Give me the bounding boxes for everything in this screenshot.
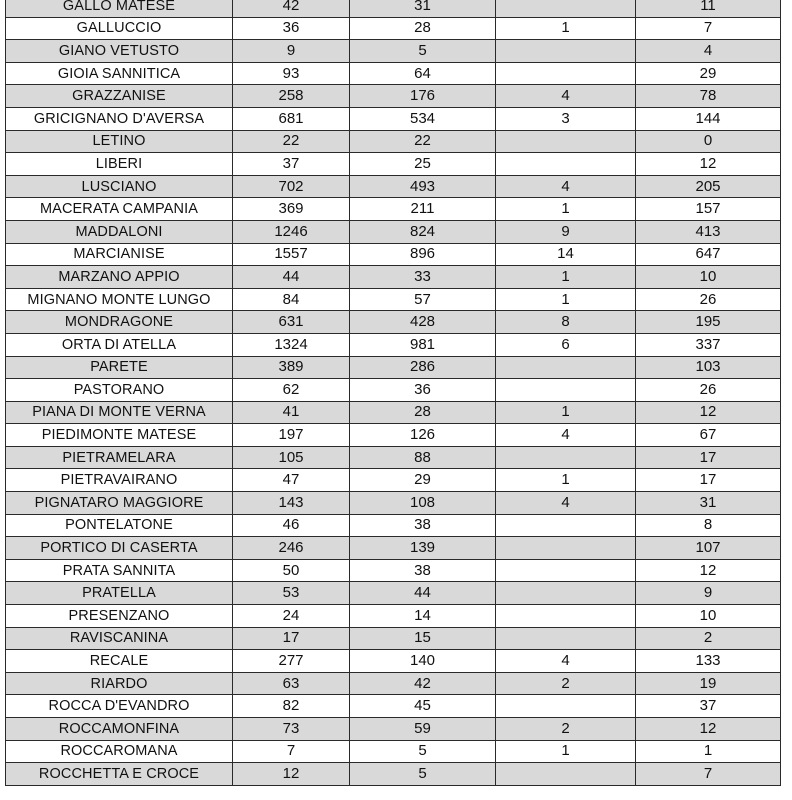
- value-cell-3: [496, 514, 636, 537]
- value-cell-1: 1246: [233, 220, 350, 243]
- value-cell-2: 38: [350, 559, 496, 582]
- value-cell-3: 8: [496, 311, 636, 334]
- value-cell-4: 17: [636, 446, 781, 469]
- value-cell-4: 107: [636, 537, 781, 560]
- value-cell-1: 681: [233, 107, 350, 130]
- comune-cell: ORTA DI ATELLA: [6, 333, 233, 356]
- value-cell-2: 5: [350, 740, 496, 763]
- value-cell-2: 139: [350, 537, 496, 560]
- value-cell-2: 59: [350, 718, 496, 741]
- value-cell-2: 14: [350, 605, 496, 628]
- table-row: [6, 582, 781, 605]
- table-row: [6, 130, 781, 153]
- value-cell-4: 2: [636, 627, 781, 650]
- value-cell-1: 42: [233, 0, 350, 17]
- value-cell-4: 413: [636, 220, 781, 243]
- value-cell-1: 37: [233, 153, 350, 176]
- value-cell-4: 157: [636, 198, 781, 221]
- value-cell-1: 369: [233, 198, 350, 221]
- value-cell-2: 42: [350, 672, 496, 695]
- value-cell-2: 45: [350, 695, 496, 718]
- comuni-data-table: [5, 0, 781, 786]
- table-row: [6, 175, 781, 198]
- table-row: [6, 492, 781, 515]
- value-cell-3: [496, 763, 636, 786]
- value-cell-1: 12: [233, 763, 350, 786]
- table-row: [6, 0, 781, 17]
- value-cell-2: 38: [350, 514, 496, 537]
- value-cell-1: 73: [233, 718, 350, 741]
- value-cell-1: 7: [233, 740, 350, 763]
- value-cell-4: 0: [636, 130, 781, 153]
- comune-cell: GRAZZANISE: [6, 85, 233, 108]
- value-cell-4: 205: [636, 175, 781, 198]
- table-row: [6, 605, 781, 628]
- value-cell-3: 1: [496, 17, 636, 40]
- value-cell-3: [496, 627, 636, 650]
- value-cell-4: 647: [636, 243, 781, 266]
- value-cell-1: 47: [233, 469, 350, 492]
- table-row: [6, 424, 781, 447]
- table-row: [6, 198, 781, 221]
- value-cell-4: 26: [636, 379, 781, 402]
- value-cell-4: 31: [636, 492, 781, 515]
- comune-cell: MARCIANISE: [6, 243, 233, 266]
- table-row: [6, 243, 781, 266]
- value-cell-1: 143: [233, 492, 350, 515]
- value-cell-3: 2: [496, 718, 636, 741]
- value-cell-4: 17: [636, 469, 781, 492]
- value-cell-3: 4: [496, 492, 636, 515]
- value-cell-3: [496, 695, 636, 718]
- value-cell-3: 1: [496, 288, 636, 311]
- table-row: [6, 220, 781, 243]
- value-cell-3: 1: [496, 401, 636, 424]
- table-row: [6, 740, 781, 763]
- value-cell-2: 44: [350, 582, 496, 605]
- value-cell-3: [496, 0, 636, 17]
- value-cell-3: [496, 62, 636, 85]
- comune-cell: PRESENZANO: [6, 605, 233, 628]
- table-row: [6, 107, 781, 130]
- comune-cell: PORTICO DI CASERTA: [6, 537, 233, 560]
- comune-cell: GIANO VETUSTO: [6, 40, 233, 63]
- table-row: [6, 559, 781, 582]
- value-cell-3: 1: [496, 266, 636, 289]
- value-cell-4: 103: [636, 356, 781, 379]
- table-body: [6, 0, 781, 785]
- value-cell-1: 9: [233, 40, 350, 63]
- value-cell-1: 36: [233, 17, 350, 40]
- comune-cell: MARZANO APPIO: [6, 266, 233, 289]
- table-row: [6, 153, 781, 176]
- value-cell-4: 1: [636, 740, 781, 763]
- table-row: [6, 17, 781, 40]
- value-cell-3: 1: [496, 740, 636, 763]
- comune-cell: LIBERI: [6, 153, 233, 176]
- value-cell-2: 493: [350, 175, 496, 198]
- value-cell-3: [496, 582, 636, 605]
- comune-cell: PIETRAVAIRANO: [6, 469, 233, 492]
- value-cell-4: 67: [636, 424, 781, 447]
- value-cell-2: 108: [350, 492, 496, 515]
- value-cell-3: [496, 379, 636, 402]
- value-cell-2: 126: [350, 424, 496, 447]
- value-cell-1: 1324: [233, 333, 350, 356]
- value-cell-2: 57: [350, 288, 496, 311]
- table-row: [6, 62, 781, 85]
- value-cell-2: 428: [350, 311, 496, 334]
- value-cell-3: [496, 130, 636, 153]
- value-cell-2: 176: [350, 85, 496, 108]
- comune-cell: ROCCAROMANA: [6, 740, 233, 763]
- value-cell-2: 5: [350, 40, 496, 63]
- comune-cell: RAVISCANINA: [6, 627, 233, 650]
- value-cell-1: 246: [233, 537, 350, 560]
- comune-cell: MADDALONI: [6, 220, 233, 243]
- value-cell-1: 197: [233, 424, 350, 447]
- table-row: [6, 514, 781, 537]
- value-cell-3: [496, 356, 636, 379]
- value-cell-1: 63: [233, 672, 350, 695]
- table-row: [6, 537, 781, 560]
- value-cell-1: 62: [233, 379, 350, 402]
- value-cell-1: 1557: [233, 243, 350, 266]
- value-cell-4: 337: [636, 333, 781, 356]
- value-cell-4: 78: [636, 85, 781, 108]
- table-row: [6, 85, 781, 108]
- value-cell-1: 22: [233, 130, 350, 153]
- value-cell-4: 8: [636, 514, 781, 537]
- value-cell-1: 41: [233, 401, 350, 424]
- value-cell-3: 9: [496, 220, 636, 243]
- value-cell-3: 1: [496, 469, 636, 492]
- value-cell-4: 9: [636, 582, 781, 605]
- value-cell-3: 14: [496, 243, 636, 266]
- comune-cell: GIOIA SANNITICA: [6, 62, 233, 85]
- comune-cell: PIETRAMELARA: [6, 446, 233, 469]
- comune-cell: PRATELLA: [6, 582, 233, 605]
- value-cell-2: 15: [350, 627, 496, 650]
- value-cell-3: 1: [496, 198, 636, 221]
- table-row: [6, 695, 781, 718]
- value-cell-2: 29: [350, 469, 496, 492]
- comune-cell: LETINO: [6, 130, 233, 153]
- value-cell-3: [496, 559, 636, 582]
- comune-cell: GRICIGNANO D'AVERSA: [6, 107, 233, 130]
- comune-cell: PIGNATARO MAGGIORE: [6, 492, 233, 515]
- table-row: [6, 40, 781, 63]
- value-cell-3: [496, 605, 636, 628]
- value-cell-1: 17: [233, 627, 350, 650]
- table-row: [6, 763, 781, 786]
- table-row: [6, 650, 781, 673]
- value-cell-3: 2: [496, 672, 636, 695]
- table-row: [6, 718, 781, 741]
- value-cell-3: 6: [496, 333, 636, 356]
- value-cell-1: 702: [233, 175, 350, 198]
- comune-cell: MIGNANO MONTE LUNGO: [6, 288, 233, 311]
- value-cell-1: 50: [233, 559, 350, 582]
- data-table-container: [5, 0, 781, 786]
- value-cell-3: [496, 537, 636, 560]
- value-cell-2: 88: [350, 446, 496, 469]
- value-cell-4: 195: [636, 311, 781, 334]
- value-cell-1: 277: [233, 650, 350, 673]
- value-cell-2: 140: [350, 650, 496, 673]
- value-cell-1: 44: [233, 266, 350, 289]
- value-cell-2: 22: [350, 130, 496, 153]
- value-cell-1: 389: [233, 356, 350, 379]
- comune-cell: PONTELATONE: [6, 514, 233, 537]
- value-cell-1: 84: [233, 288, 350, 311]
- value-cell-4: 4: [636, 40, 781, 63]
- value-cell-2: 5: [350, 763, 496, 786]
- value-cell-1: 46: [233, 514, 350, 537]
- table-row: [6, 333, 781, 356]
- value-cell-3: 4: [496, 175, 636, 198]
- value-cell-4: 12: [636, 401, 781, 424]
- value-cell-1: 93: [233, 62, 350, 85]
- table-row: [6, 627, 781, 650]
- table-row: [6, 311, 781, 334]
- table-row: [6, 672, 781, 695]
- value-cell-4: 12: [636, 559, 781, 582]
- value-cell-3: 4: [496, 424, 636, 447]
- value-cell-3: [496, 153, 636, 176]
- value-cell-1: 258: [233, 85, 350, 108]
- comune-cell: LUSCIANO: [6, 175, 233, 198]
- value-cell-2: 28: [350, 401, 496, 424]
- comune-cell: ROCCAMONFINA: [6, 718, 233, 741]
- value-cell-3: 4: [496, 650, 636, 673]
- comune-cell: GALLUCCIO: [6, 17, 233, 40]
- value-cell-4: 12: [636, 153, 781, 176]
- comune-cell: RIARDO: [6, 672, 233, 695]
- value-cell-2: 33: [350, 266, 496, 289]
- value-cell-4: 10: [636, 266, 781, 289]
- value-cell-1: 24: [233, 605, 350, 628]
- value-cell-1: 105: [233, 446, 350, 469]
- comune-cell: MONDRAGONE: [6, 311, 233, 334]
- value-cell-1: 53: [233, 582, 350, 605]
- value-cell-4: 29: [636, 62, 781, 85]
- value-cell-2: 28: [350, 17, 496, 40]
- value-cell-1: 82: [233, 695, 350, 718]
- table-row: [6, 401, 781, 424]
- comune-cell: PIEDIMONTE MATESE: [6, 424, 233, 447]
- value-cell-4: 19: [636, 672, 781, 695]
- table-row: [6, 266, 781, 289]
- comune-cell: GALLO MATESE: [6, 0, 233, 17]
- value-cell-2: 25: [350, 153, 496, 176]
- value-cell-4: 37: [636, 695, 781, 718]
- value-cell-4: 144: [636, 107, 781, 130]
- value-cell-3: 3: [496, 107, 636, 130]
- comune-cell: PARETE: [6, 356, 233, 379]
- value-cell-4: 7: [636, 17, 781, 40]
- value-cell-2: 286: [350, 356, 496, 379]
- comune-cell: PIANA DI MONTE VERNA: [6, 401, 233, 424]
- value-cell-4: 133: [636, 650, 781, 673]
- comune-cell: PASTORANO: [6, 379, 233, 402]
- value-cell-3: [496, 40, 636, 63]
- value-cell-4: 26: [636, 288, 781, 311]
- value-cell-2: 824: [350, 220, 496, 243]
- table-row: [6, 356, 781, 379]
- value-cell-2: 31: [350, 0, 496, 17]
- value-cell-4: 10: [636, 605, 781, 628]
- comune-cell: ROCCHETTA E CROCE: [6, 763, 233, 786]
- value-cell-2: 896: [350, 243, 496, 266]
- comune-cell: RECALE: [6, 650, 233, 673]
- value-cell-2: 981: [350, 333, 496, 356]
- comune-cell: MACERATA CAMPANIA: [6, 198, 233, 221]
- comune-cell: PRATA SANNITA: [6, 559, 233, 582]
- value-cell-4: 11: [636, 0, 781, 17]
- value-cell-1: 631: [233, 311, 350, 334]
- table-row: [6, 446, 781, 469]
- value-cell-4: 12: [636, 718, 781, 741]
- value-cell-4: 7: [636, 763, 781, 786]
- value-cell-2: 211: [350, 198, 496, 221]
- table-row: [6, 469, 781, 492]
- value-cell-2: 36: [350, 379, 496, 402]
- value-cell-3: 4: [496, 85, 636, 108]
- value-cell-3: [496, 446, 636, 469]
- comune-cell: ROCCA D'EVANDRO: [6, 695, 233, 718]
- table-row: [6, 379, 781, 402]
- value-cell-2: 534: [350, 107, 496, 130]
- table-row: [6, 288, 781, 311]
- value-cell-2: 64: [350, 62, 496, 85]
